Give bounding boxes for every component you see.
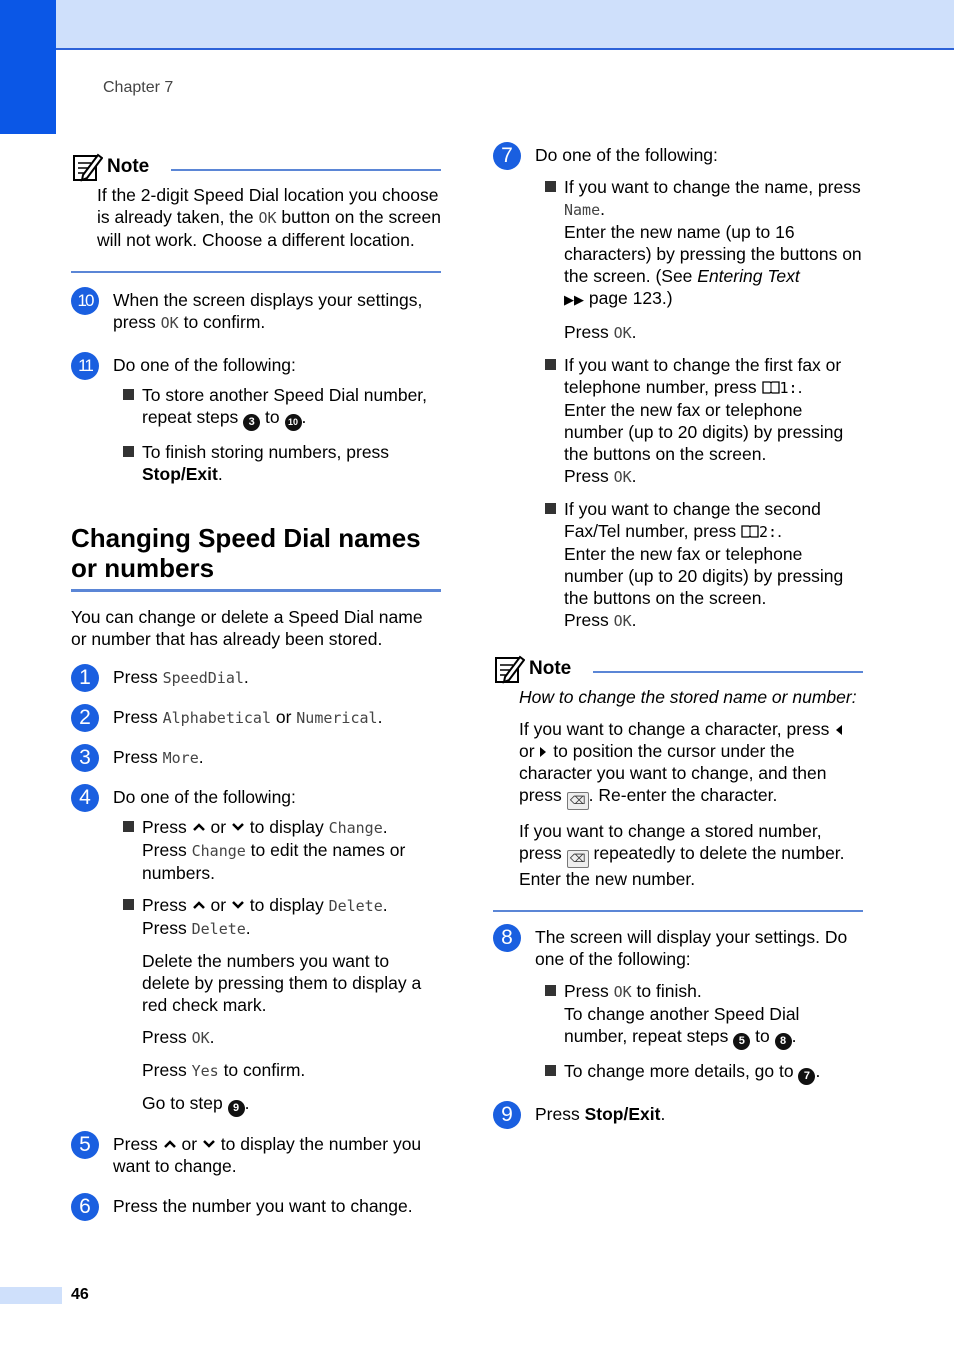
chapter-tab xyxy=(0,0,56,134)
section-intro: You can change or delete a Speed Dial name or number that has already been stored. xyxy=(71,607,423,649)
step-number: 8 xyxy=(493,924,521,952)
arrow-down-icon xyxy=(202,1139,216,1149)
backspace-icon: ⌫ xyxy=(567,792,589,810)
step-4: 4 Do one of the following: Press or to display Change. Press Change to edit the names or numbers. Press or to display Delete. Press Delete. Delete the numbers you want to delete by pressing them to display a red check mark. Press OK. Press Yes to confirm. Go to step 9 . xyxy=(71,784,441,1127)
step-9: 9 Press Stop/Exit. xyxy=(493,1101,863,1129)
note-rule xyxy=(593,671,863,673)
list-item: Press or to display Change. Press Change to edit the names or numbers. xyxy=(113,816,441,884)
step-number: 6 xyxy=(71,1193,99,1221)
right-column xyxy=(493,142,863,1129)
step-number: 11 xyxy=(71,352,99,380)
note-box xyxy=(71,150,441,273)
step-10: 10 When the screen displays your settings, press OK to confirm. xyxy=(71,287,441,334)
bullet-square-icon xyxy=(545,359,556,370)
page-number: 46 xyxy=(71,1286,89,1303)
step-number: 9 xyxy=(493,1101,521,1129)
section-title: Changing Speed Dial names or numbers xyxy=(71,523,441,592)
step-number: 2 xyxy=(71,704,99,732)
arrow-up-icon xyxy=(163,1139,177,1149)
step-number: 7 xyxy=(493,142,521,170)
step-2: 2 Press Alphabetical or Numerical. xyxy=(71,704,441,732)
bullet-square-icon xyxy=(123,389,134,400)
list-item: Press OK to finish. To change another Speed Dial number, repeat steps 5 to 8 . xyxy=(535,980,863,1050)
list-item: To finish storing numbers, press Stop/Exit. xyxy=(113,441,441,485)
step-7: 7 Do one of the following: If you want to change the name, press Name. Enter the new name (up to 16 characters) by pressing the buttons on the screen. (See Entering Text ▶▶ page 123.) Press OK. If you want to change the first fax or telephone number, press 1:. Enter the new fax or telephone number (up to 20 digits) by pressing the buttons on the screen. Press OK. If you want to change the second Fax/Tel number, press 2:. Enter the new fax or telephone number (up to 20 digits) by pressing the buttons on the screen. Press OK. xyxy=(493,142,863,642)
arrow-down-icon xyxy=(231,822,245,832)
header-band xyxy=(0,0,954,50)
note-title: Note xyxy=(529,658,572,679)
note-rule xyxy=(171,169,441,171)
arrow-down-icon xyxy=(231,900,245,910)
chapter-label: Chapter 7 xyxy=(103,79,174,96)
note-text: If you want to change a character, press or to position the cursor under the character you want to change, and then press ⌫ . Re-enter the character. xyxy=(519,718,863,810)
list-item: To change more details, go to 7 . xyxy=(535,1060,863,1085)
step-11: 11 Do one of the following: To store another Speed Dial number, repeat steps 3 to 10 . To finish storing numbers, press Stop/Exit. xyxy=(71,352,441,495)
arrow-up-icon xyxy=(192,822,206,832)
list-item: If you want to change the name, press Name. Enter the new name (up to 16 characters) by pressing the buttons on the screen. (See Entering Text ▶▶ page 123.) Press OK. xyxy=(535,176,863,344)
step-number: 3 xyxy=(71,744,99,772)
step-number: 4 xyxy=(71,784,99,812)
step-3: 3 Press More. xyxy=(71,744,441,772)
arrow-left-icon xyxy=(834,724,843,736)
bullet-square-icon xyxy=(123,899,134,910)
list-item: To store another Speed Dial number, repeat steps 3 to 10 . xyxy=(113,384,441,431)
step-number: 10 xyxy=(71,287,99,315)
list-item: If you want to change the first fax or telephone number, press 1:. Enter the new fax or telephone number (up to 20 digits) by pressing the buttons on the screen. Press OK. xyxy=(535,354,863,488)
step-5: 5 Press or to display the number you want to change. xyxy=(71,1131,441,1177)
double-arrow-icon: ▶▶ xyxy=(564,292,584,307)
note-box xyxy=(493,652,863,912)
note-pencil-icon xyxy=(71,151,103,183)
footer-band xyxy=(0,1287,62,1304)
arrow-up-icon xyxy=(192,900,206,910)
bullet-square-icon xyxy=(545,985,556,996)
note-title: Note xyxy=(107,156,150,177)
note-heading: How to change the stored name or number: xyxy=(519,687,857,707)
bullet-square-icon xyxy=(545,1065,556,1076)
bullet-square-icon xyxy=(545,503,556,514)
backspace-icon: ⌫ xyxy=(567,850,589,868)
step-1: 1 Press SpeedDial. xyxy=(71,664,441,692)
address-book-icon xyxy=(741,524,759,538)
bullet-square-icon xyxy=(545,181,556,192)
step-8: 8 The screen will display your settings. Do one of the following: Press OK to finish. To change another Speed Dial number, repeat steps 5 to 8 . To change more details, go to 7 . xyxy=(493,924,863,1095)
bullet-square-icon xyxy=(123,821,134,832)
left-column xyxy=(71,150,441,1221)
step-number: 5 xyxy=(71,1131,99,1159)
note-pencil-icon xyxy=(493,653,525,685)
note-text: If you want to change a stored number, press ⌫ repeatedly to delete the number. Enter the new number. xyxy=(519,821,845,889)
address-book-icon xyxy=(762,380,780,394)
step-number: 1 xyxy=(71,664,99,692)
note-text: If the 2-digit Speed Dial location you choose is already taken, the OK button on the screen will not work. Choose a different location. xyxy=(97,185,441,250)
step-6: 6 Press the number you want to change. xyxy=(71,1193,441,1221)
list-item: Press or to display Delete. Press Delete. Delete the numbers you want to delete by pressing them to display a red check mark. Press OK. Press Yes to confirm. Go to step 9 . xyxy=(113,894,441,1117)
bullet-square-icon xyxy=(123,446,134,457)
list-item: If you want to change the second Fax/Tel number, press 2:. Enter the new fax or telephone number (up to 20 digits) by pressing the buttons on the screen. Press OK. xyxy=(535,498,863,632)
